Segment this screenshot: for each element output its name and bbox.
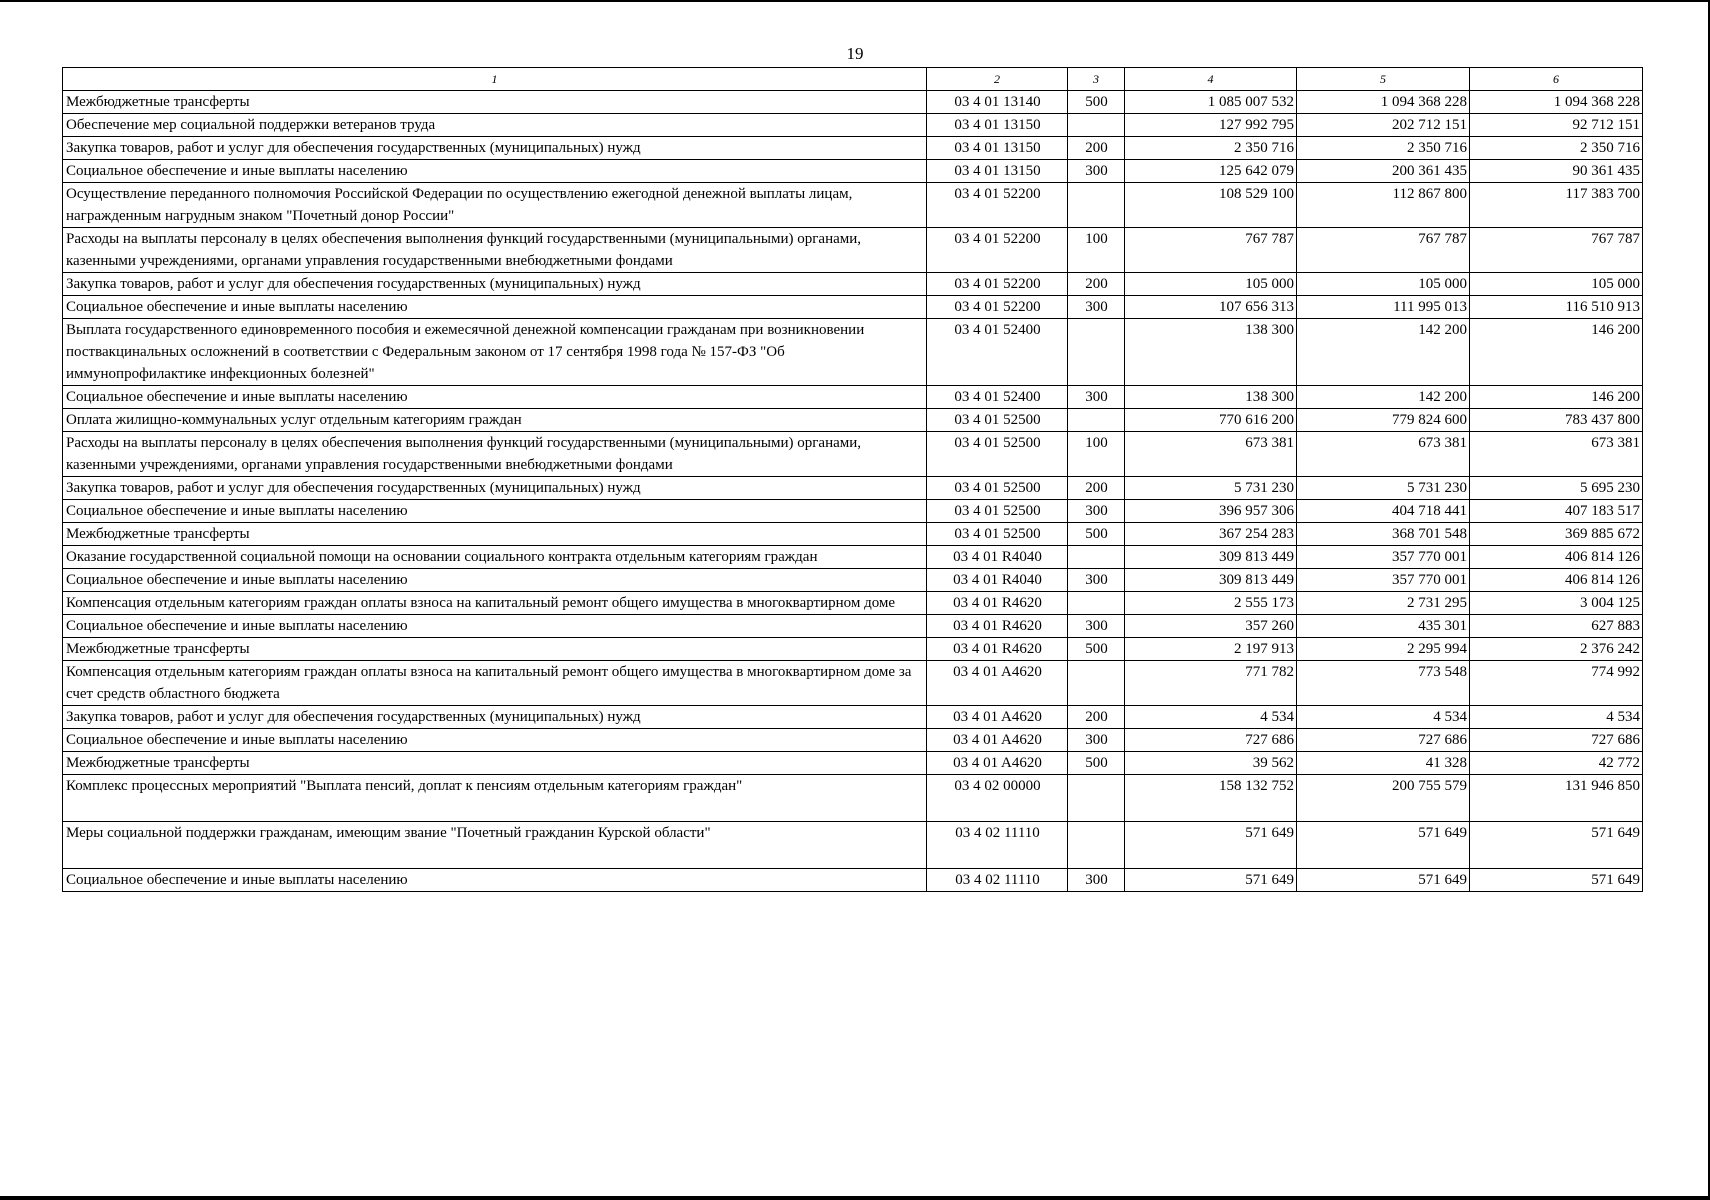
amount-col4-cell: 367 254 283	[1125, 523, 1297, 546]
amount-col5-cell: 4 534	[1297, 706, 1470, 729]
table-row	[63, 752, 1643, 775]
item-name-cell: Компенсация отдельным категориям граждан оплаты взноса на капитальный ремонт общего имущества в многоквартирном доме за счет средств областного бюджета	[63, 661, 927, 706]
amount-col4-cell: 309 813 449	[1125, 546, 1297, 569]
amount-col5-cell: 202 712 151	[1297, 114, 1470, 137]
amount-col6-cell: 3 004 125	[1470, 592, 1643, 615]
target-code-cell: 03 4 01 R4620	[927, 615, 1068, 638]
item-name-cell: Закупка товаров, работ и услуг для обеспечения государственных (муниципальных) нужд	[63, 137, 927, 160]
table-body	[63, 91, 1643, 892]
column-number-row	[63, 68, 1643, 91]
budget-table	[62, 67, 1643, 892]
item-name-cell: Межбюджетные трансферты	[63, 638, 927, 661]
target-code-cell: 03 4 01 13150	[927, 114, 1068, 137]
target-code-cell: 03 4 01 13150	[927, 160, 1068, 183]
table-row	[63, 319, 1643, 386]
amount-col5-cell: 2 731 295	[1297, 592, 1470, 615]
target-code-cell: 03 4 01 52200	[927, 228, 1068, 273]
amount-col4-cell: 127 992 795	[1125, 114, 1297, 137]
expense-type-cell: 300	[1068, 729, 1125, 752]
table-row	[63, 91, 1643, 114]
amount-col4-cell: 108 529 100	[1125, 183, 1297, 228]
amount-col6-cell: 146 200	[1470, 319, 1643, 386]
target-code-cell: 03 4 01 52500	[927, 477, 1068, 500]
amount-col5-cell: 435 301	[1297, 615, 1470, 638]
table-row	[63, 228, 1643, 273]
item-name-cell: Социальное обеспечение и иные выплаты населению	[63, 569, 927, 592]
item-name-cell: Социальное обеспечение и иные выплаты населению	[63, 386, 927, 409]
item-name-cell: Социальное обеспечение и иные выплаты населению	[63, 729, 927, 752]
table-row	[63, 822, 1643, 869]
amount-col5-cell: 571 649	[1297, 822, 1470, 869]
target-code-cell: 03 4 01 A4620	[927, 661, 1068, 706]
expense-type-cell	[1068, 546, 1125, 569]
item-name-cell: Расходы на выплаты персоналу в целях обеспечения выполнения функций государственными (муниципальными) органами, казенными учреждениями, органами управления государственными внебюджетными фондами	[63, 228, 927, 273]
table-row	[63, 183, 1643, 228]
amount-col6-cell: 131 946 850	[1470, 775, 1643, 822]
column-header: 5	[1297, 68, 1470, 91]
amount-col5-cell: 200 755 579	[1297, 775, 1470, 822]
amount-col4-cell: 4 534	[1125, 706, 1297, 729]
amount-col6-cell: 2 376 242	[1470, 638, 1643, 661]
item-name-cell: Меры социальной поддержки гражданам, имеющим звание "Почетный гражданин Курской области"	[63, 822, 927, 869]
target-code-cell: 03 4 01 52500	[927, 409, 1068, 432]
table-row	[63, 409, 1643, 432]
amount-col6-cell: 146 200	[1470, 386, 1643, 409]
target-code-cell: 03 4 01 R4040	[927, 569, 1068, 592]
table-row	[63, 638, 1643, 661]
amount-col5-cell: 773 548	[1297, 661, 1470, 706]
table-row	[63, 500, 1643, 523]
target-code-cell: 03 4 01 52200	[927, 183, 1068, 228]
item-name-cell: Комплекс процессных мероприятий "Выплата пенсий, доплат к пенсиям отдельным категориям граждан"	[63, 775, 927, 822]
expense-type-cell: 500	[1068, 638, 1125, 661]
item-name-cell: Социальное обеспечение и иные выплаты населению	[63, 160, 927, 183]
expense-type-cell: 200	[1068, 706, 1125, 729]
amount-col4-cell: 309 813 449	[1125, 569, 1297, 592]
amount-col5-cell: 368 701 548	[1297, 523, 1470, 546]
amount-col4-cell: 767 787	[1125, 228, 1297, 273]
amount-col6-cell: 369 885 672	[1470, 523, 1643, 546]
item-name-cell: Расходы на выплаты персоналу в целях обеспечения выполнения функций государственными (муниципальными) органами, казенными учреждениями, органами управления государственными внебюджетными фондами	[63, 432, 927, 477]
expense-type-cell: 300	[1068, 500, 1125, 523]
item-name-cell: Обеспечение мер социальной поддержки ветеранов труда	[63, 114, 927, 137]
target-code-cell: 03 4 02 00000	[927, 775, 1068, 822]
table-row	[63, 273, 1643, 296]
expense-type-cell	[1068, 319, 1125, 386]
column-header: 3	[1068, 68, 1125, 91]
amount-col4-cell: 1 085 007 532	[1125, 91, 1297, 114]
amount-col4-cell: 357 260	[1125, 615, 1297, 638]
amount-col4-cell: 673 381	[1125, 432, 1297, 477]
amount-col4-cell: 2 555 173	[1125, 592, 1297, 615]
target-code-cell: 03 4 01 52400	[927, 386, 1068, 409]
expense-type-cell: 100	[1068, 228, 1125, 273]
table-row	[63, 137, 1643, 160]
amount-col5-cell: 41 328	[1297, 752, 1470, 775]
target-code-cell: 03 4 01 A4620	[927, 752, 1068, 775]
amount-col5-cell: 142 200	[1297, 319, 1470, 386]
expense-type-cell	[1068, 592, 1125, 615]
amount-col5-cell: 779 824 600	[1297, 409, 1470, 432]
amount-col5-cell: 2 295 994	[1297, 638, 1470, 661]
amount-col5-cell: 571 649	[1297, 869, 1470, 892]
table-row	[63, 432, 1643, 477]
expense-type-cell: 300	[1068, 160, 1125, 183]
expense-type-cell: 200	[1068, 137, 1125, 160]
amount-col6-cell: 767 787	[1470, 228, 1643, 273]
item-name-cell: Межбюджетные трансферты	[63, 91, 927, 114]
amount-col6-cell: 117 383 700	[1470, 183, 1643, 228]
expense-type-cell: 500	[1068, 91, 1125, 114]
amount-col4-cell: 107 656 313	[1125, 296, 1297, 319]
amount-col5-cell: 357 770 001	[1297, 569, 1470, 592]
expense-type-cell: 200	[1068, 273, 1125, 296]
amount-col6-cell: 5 695 230	[1470, 477, 1643, 500]
expense-type-cell	[1068, 822, 1125, 869]
table-row	[63, 160, 1643, 183]
table-row	[63, 706, 1643, 729]
amount-col4-cell: 2 197 913	[1125, 638, 1297, 661]
item-name-cell: Оплата жилищно-коммунальных услуг отдельным категориям граждан	[63, 409, 927, 432]
amount-col5-cell: 105 000	[1297, 273, 1470, 296]
target-code-cell: 03 4 01 52500	[927, 500, 1068, 523]
amount-col5-cell: 111 995 013	[1297, 296, 1470, 319]
table-row	[63, 729, 1643, 752]
amount-col4-cell: 571 649	[1125, 822, 1297, 869]
amount-col4-cell: 771 782	[1125, 661, 1297, 706]
amount-col5-cell: 727 686	[1297, 729, 1470, 752]
amount-col5-cell: 404 718 441	[1297, 500, 1470, 523]
expense-type-cell: 300	[1068, 386, 1125, 409]
expense-type-cell	[1068, 183, 1125, 228]
amount-col6-cell: 42 772	[1470, 752, 1643, 775]
amount-col6-cell: 406 814 126	[1470, 569, 1643, 592]
amount-col6-cell: 783 437 800	[1470, 409, 1643, 432]
amount-col6-cell: 406 814 126	[1470, 546, 1643, 569]
expense-type-cell: 500	[1068, 752, 1125, 775]
table-row	[63, 615, 1643, 638]
amount-col5-cell: 112 867 800	[1297, 183, 1470, 228]
item-name-cell: Социальное обеспечение и иные выплаты населению	[63, 296, 927, 319]
item-name-cell: Закупка товаров, работ и услуг для обеспечения государственных (муниципальных) нужд	[63, 273, 927, 296]
item-name-cell: Компенсация отдельным категориям граждан оплаты взноса на капитальный ремонт общего имущества в многоквартирном доме	[63, 592, 927, 615]
expense-type-cell	[1068, 114, 1125, 137]
amount-col6-cell: 571 649	[1470, 869, 1643, 892]
amount-col4-cell: 138 300	[1125, 386, 1297, 409]
amount-col6-cell: 571 649	[1470, 822, 1643, 869]
expense-type-cell	[1068, 661, 1125, 706]
target-code-cell: 03 4 01 52200	[927, 273, 1068, 296]
column-header: 1	[63, 68, 927, 91]
item-name-cell: Выплата государственного единовременного пособия и ежемесячной денежной компенсации гражданам при возникновении поствакцинальных осложнений в соответствии с Федеральным законом от 17 сентября 1998 года № 157-ФЗ "Об иммунопрофилактике инфекционных болезней"	[63, 319, 927, 386]
amount-col6-cell: 407 183 517	[1470, 500, 1643, 523]
amount-col6-cell: 627 883	[1470, 615, 1643, 638]
amount-col5-cell: 5 731 230	[1297, 477, 1470, 500]
amount-col4-cell: 158 132 752	[1125, 775, 1297, 822]
expense-type-cell: 100	[1068, 432, 1125, 477]
amount-col4-cell: 2 350 716	[1125, 137, 1297, 160]
column-header: 2	[927, 68, 1068, 91]
item-name-cell: Оказание государственной социальной помощи на основании социального контракта отдельным категориям граждан	[63, 546, 927, 569]
amount-col6-cell: 673 381	[1470, 432, 1643, 477]
table-row	[63, 592, 1643, 615]
target-code-cell: 03 4 02 11110	[927, 869, 1068, 892]
target-code-cell: 03 4 01 52200	[927, 296, 1068, 319]
table-row	[63, 523, 1643, 546]
item-name-cell: Социальное обеспечение и иные выплаты населению	[63, 500, 927, 523]
expense-type-cell: 200	[1068, 477, 1125, 500]
target-code-cell: 03 4 01 R4040	[927, 546, 1068, 569]
amount-col4-cell: 770 616 200	[1125, 409, 1297, 432]
amount-col5-cell: 357 770 001	[1297, 546, 1470, 569]
expense-type-cell: 300	[1068, 569, 1125, 592]
table-row	[63, 661, 1643, 706]
target-code-cell: 03 4 01 52500	[927, 523, 1068, 546]
expense-type-cell: 300	[1068, 296, 1125, 319]
amount-col5-cell: 767 787	[1297, 228, 1470, 273]
table-row	[63, 775, 1643, 822]
table-row	[63, 869, 1643, 892]
item-name-cell: Межбюджетные трансферты	[63, 752, 927, 775]
amount-col4-cell: 396 957 306	[1125, 500, 1297, 523]
amount-col6-cell: 116 510 913	[1470, 296, 1643, 319]
table-row	[63, 296, 1643, 319]
amount-col6-cell: 105 000	[1470, 273, 1643, 296]
amount-col4-cell: 39 562	[1125, 752, 1297, 775]
item-name-cell: Закупка товаров, работ и услуг для обеспечения государственных (муниципальных) нужд	[63, 706, 927, 729]
item-name-cell: Закупка товаров, работ и услуг для обеспечения государственных (муниципальных) нужд	[63, 477, 927, 500]
expense-type-cell: 500	[1068, 523, 1125, 546]
target-code-cell: 03 4 01 13150	[927, 137, 1068, 160]
expense-type-cell: 300	[1068, 869, 1125, 892]
target-code-cell: 03 4 01 R4620	[927, 592, 1068, 615]
amount-col6-cell: 90 361 435	[1470, 160, 1643, 183]
amount-col6-cell: 2 350 716	[1470, 137, 1643, 160]
target-code-cell: 03 4 01 52400	[927, 319, 1068, 386]
amount-col5-cell: 673 381	[1297, 432, 1470, 477]
page-number: 19	[846, 44, 864, 63]
expense-type-cell	[1068, 775, 1125, 822]
amount-col4-cell: 125 642 079	[1125, 160, 1297, 183]
column-header: 6	[1470, 68, 1643, 91]
target-code-cell: 03 4 01 52500	[927, 432, 1068, 477]
table-row	[63, 546, 1643, 569]
table-row	[63, 114, 1643, 137]
item-name-cell: Социальное обеспечение и иные выплаты населению	[63, 869, 927, 892]
target-code-cell: 03 4 01 13140	[927, 91, 1068, 114]
amount-col6-cell: 1 094 368 228	[1470, 91, 1643, 114]
amount-col4-cell: 105 000	[1125, 273, 1297, 296]
amount-col6-cell: 774 992	[1470, 661, 1643, 706]
amount-col5-cell: 200 361 435	[1297, 160, 1470, 183]
amount-col4-cell: 727 686	[1125, 729, 1297, 752]
amount-col5-cell: 142 200	[1297, 386, 1470, 409]
expense-type-cell: 300	[1068, 615, 1125, 638]
amount-col5-cell: 2 350 716	[1297, 137, 1470, 160]
item-name-cell: Межбюджетные трансферты	[63, 523, 927, 546]
target-code-cell: 03 4 01 A4620	[927, 706, 1068, 729]
amount-col6-cell: 92 712 151	[1470, 114, 1643, 137]
amount-col4-cell: 571 649	[1125, 869, 1297, 892]
target-code-cell: 03 4 02 11110	[927, 822, 1068, 869]
table-row	[63, 569, 1643, 592]
amount-col4-cell: 138 300	[1125, 319, 1297, 386]
table-row	[63, 477, 1643, 500]
amount-col4-cell: 5 731 230	[1125, 477, 1297, 500]
amount-col5-cell: 1 094 368 228	[1297, 91, 1470, 114]
scan-border-top	[0, 0, 1710, 2]
target-code-cell: 03 4 01 A4620	[927, 729, 1068, 752]
item-name-cell: Социальное обеспечение и иные выплаты населению	[63, 615, 927, 638]
scan-border-bottom	[0, 1196, 1710, 1200]
target-code-cell: 03 4 01 R4620	[927, 638, 1068, 661]
item-name-cell: Осуществление переданного полномочия Российской Федерации по осуществлению ежегодной денежной выплаты лицам, награжденным нагрудным знаком "Почетный донор России"	[63, 183, 927, 228]
table-row	[63, 386, 1643, 409]
amount-col6-cell: 4 534	[1470, 706, 1643, 729]
expense-type-cell	[1068, 409, 1125, 432]
amount-col6-cell: 727 686	[1470, 729, 1643, 752]
column-header: 4	[1125, 68, 1297, 91]
